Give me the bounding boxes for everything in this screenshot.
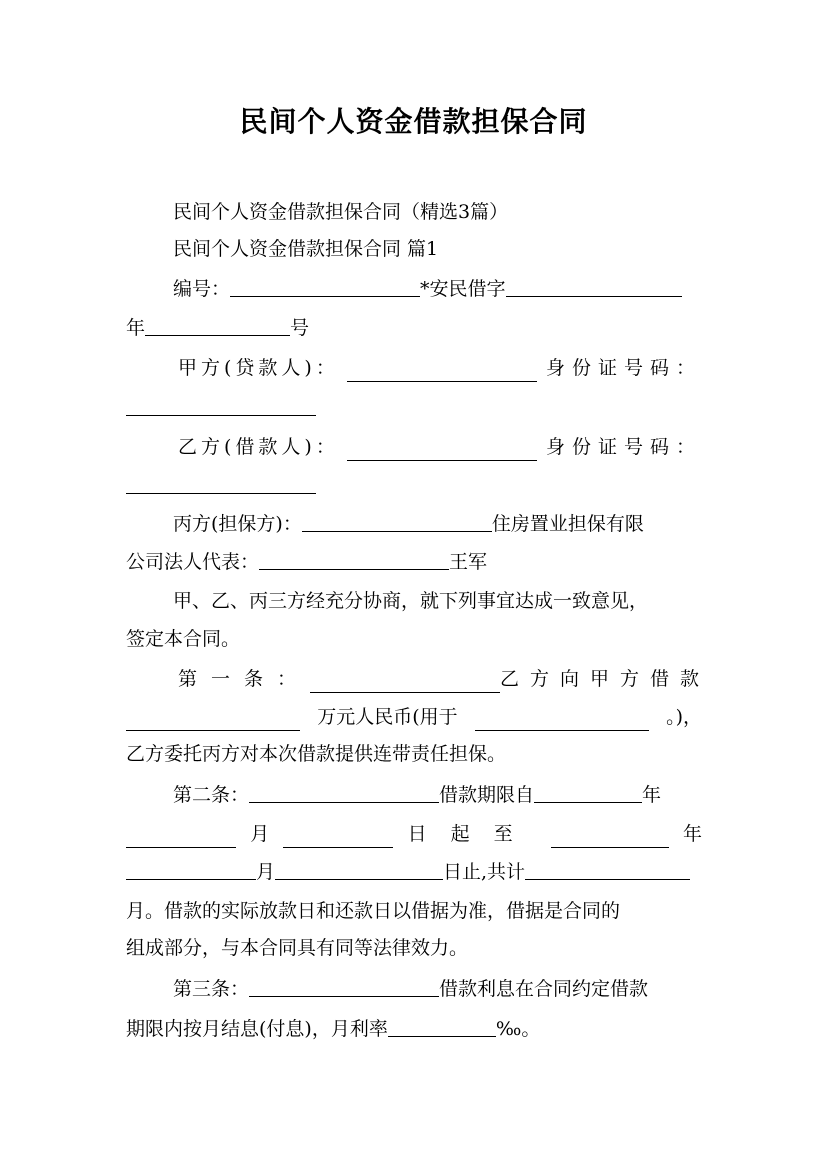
start-month-blank[interactable] [126,821,236,848]
doc-subtitle: 民间个人资金借款担保合同（精选3篇） [173,201,509,223]
article-2-line-2 [126,815,702,853]
party-a-id-line [126,389,702,427]
party-b-id-label: 身份证号码： [545,436,702,458]
loan-amount-unit: 万元人民币(用于 [317,706,458,728]
legal-rep-blank[interactable] [259,543,449,570]
article-2-blank[interactable] [249,776,439,803]
article-1-text: 乙方向甲方借款 [500,668,711,690]
party-c-label: 丙方(担保方)： [173,513,302,535]
start-year-blank[interactable] [534,776,642,803]
start-month-label: 月 [250,823,270,845]
party-b-line [126,428,702,466]
term-from-label: 借款期限自 [439,784,535,806]
number-blank[interactable] [230,270,420,297]
interest-text: 借款利息在合同约定借款 [439,978,649,1000]
end-month-label: 月 [256,861,276,883]
loan-amount-blank[interactable] [126,704,300,731]
page-title: 民间个人资金借款担保合同 [239,105,588,138]
article-1-label: 第一条： [178,668,311,690]
party-a-line [126,349,702,387]
section-heading: 民间个人资金借款担保合同 篇1 [173,238,439,260]
article-3-line-1 [126,970,702,1008]
end-day-blank[interactable] [275,853,443,880]
party-c-blank[interactable] [302,505,492,532]
party-b-id-blank[interactable] [126,467,316,494]
total-months-blank[interactable] [525,853,690,880]
party-b-name-blank[interactable] [347,434,537,461]
party-a-id-label: 身份证号码： [545,357,702,379]
monthly-rate-text: 期限内按月结息(付息)，月利率 [126,1018,388,1040]
number-prefix-label: *安民借字 [420,278,506,300]
end-year-label: 年 [682,823,702,845]
article-1-line-3: 乙方委托丙方对本次借款提供连带责任担保。 [126,743,507,765]
article-1-line-2 [126,698,702,736]
article-2-line-1 [126,776,702,814]
number-blank-2[interactable] [506,270,682,297]
year-number-line [126,309,702,347]
party-b-label: 乙方(借款人)： [178,436,339,458]
article-3-label: 第三条： [173,978,250,1000]
end-year-blank[interactable] [551,821,669,848]
contract-number-line [126,270,702,308]
per-mille-label: ‰。 [495,1018,541,1040]
party-a-id-blank[interactable] [126,389,316,416]
agreement-paragraph-line-1: 甲、乙、丙三方经充分协商，就下列事宜达成一致意见， [173,590,649,612]
party-a-label: 甲方(贷款人)： [178,357,339,379]
total-term-label: 日止,共计 [443,861,526,883]
year-blank[interactable] [145,309,290,336]
start-day-label: 日起至 [407,823,537,845]
number-label: 编号： [173,278,231,300]
article-3-blank[interactable] [249,970,439,997]
agreement-paragraph-line-2: 签定本合同。 [126,628,241,650]
article-2-line-5: 组成部分，与本合同具有同等法律效力。 [126,937,469,959]
legal-rep-line [126,543,702,581]
article-2-label: 第二条： [173,784,250,806]
monthly-rate-blank[interactable] [388,1010,496,1037]
article-1-line-1 [126,660,711,698]
article-2-line-3 [126,853,702,891]
article-3-line-2 [126,1010,702,1048]
number-suffix-label: 号 [290,317,310,339]
legal-rep-label: 公司法人代表： [126,551,260,573]
article-2-line-4: 月。借款的实际放款日和还款日以借据为准，借据是合同的 [126,900,621,922]
party-c-company: 住房置业担保有限 [491,513,644,535]
start-year-label: 年 [642,784,662,806]
start-day-blank[interactable] [283,821,393,848]
article-1-blank[interactable] [310,666,500,693]
party-b-id-line [126,467,702,505]
year-label: 年 [126,317,146,339]
end-month-blank[interactable] [126,853,256,880]
legal-rep-name: 王军 [449,551,488,573]
party-a-name-blank[interactable] [347,355,537,382]
loan-purpose-end: 。)， [666,706,702,728]
loan-purpose-blank[interactable] [475,704,649,731]
party-c-line [126,505,702,543]
